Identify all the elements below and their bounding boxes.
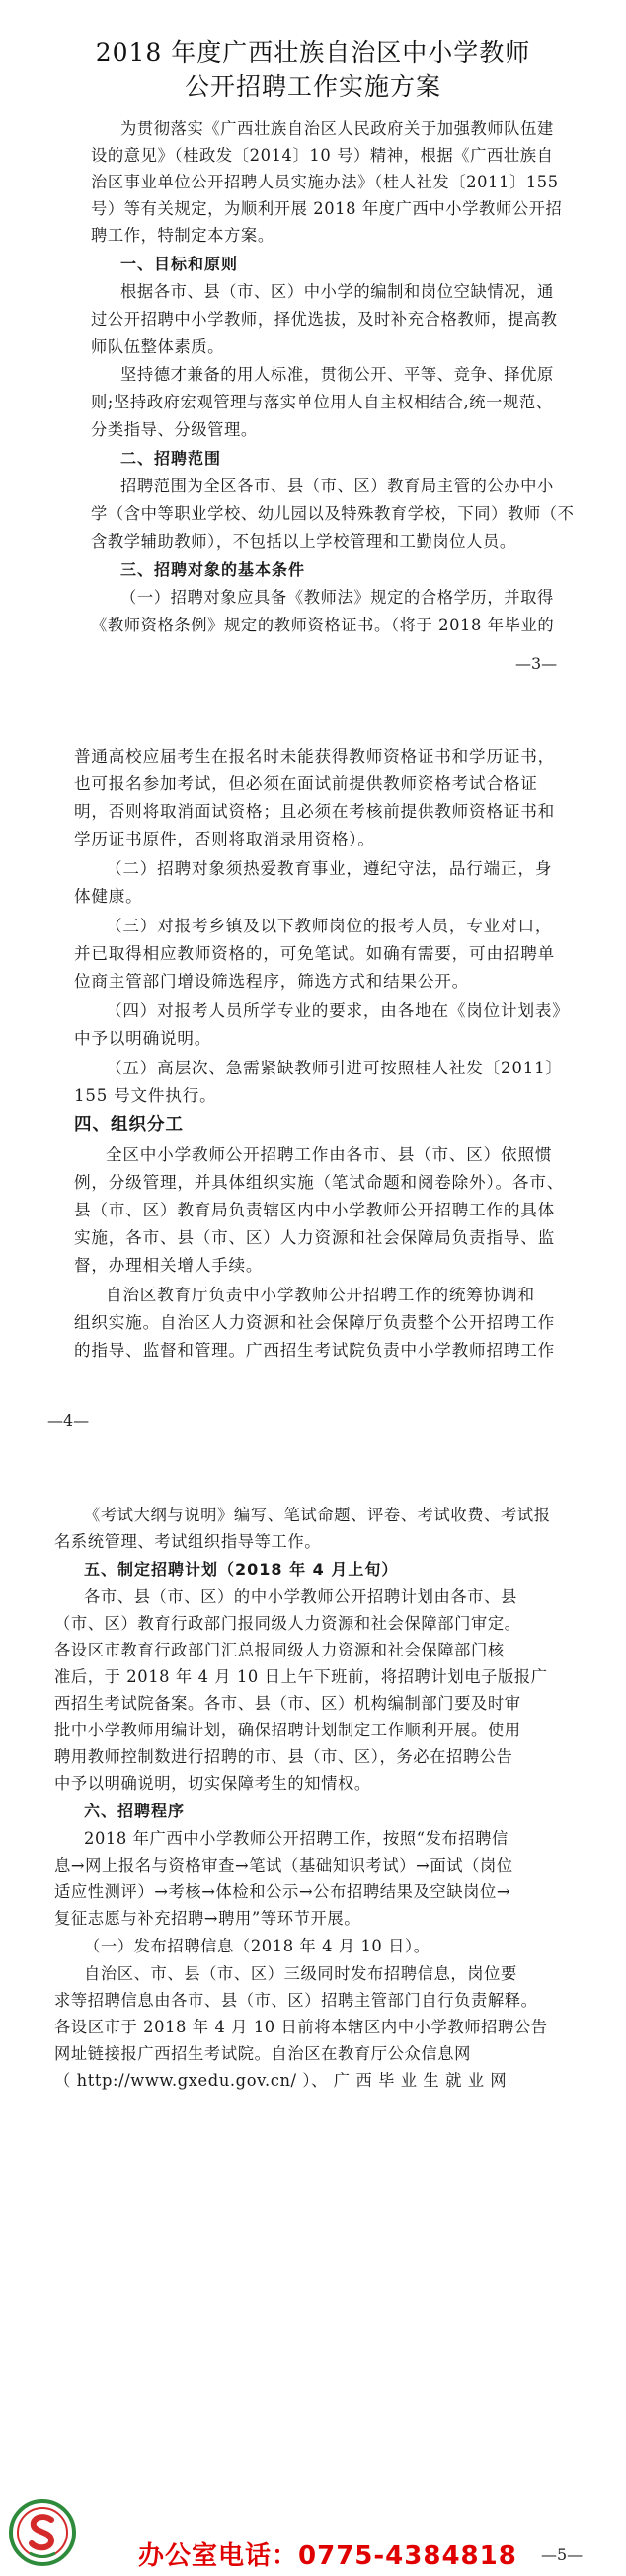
text-line: 组织实施。自治区人力资源和社会保障厅负责整个公开招聘工作: [74, 1313, 556, 1332]
text-line: 为贯彻落实《广西壮族自治区人民政府关于加强教师队伍建: [120, 119, 554, 138]
text-line: 治区事业单位公开招聘人员实施办法》（桂人社发〔2011〕155: [91, 173, 559, 191]
text-line: 例，分级管理，并具体组织实施（笔试命题和阅卷除外）。各市、: [74, 1173, 565, 1192]
text-line: 全区中小学教师公开招聘工作由各市、县（市、区）依照惯: [106, 1145, 553, 1164]
school-logo: [8, 2498, 77, 2567]
text-line: （市、区）教育行政部门报同级人力资源和社会保障部门审定。: [54, 1614, 521, 1633]
text-line: 招聘范围为全区各市、县（市、区）教育局主管的公办中小: [120, 477, 554, 495]
text-line: 学历证书原件，否则将取消录用资格）。: [74, 830, 375, 848]
text-line: 中予以明确说明。: [74, 1029, 212, 1048]
page-number: —3—: [515, 654, 558, 673]
page-number: —5—: [541, 2545, 584, 2564]
text-line: （五）高层次、急需紧缺教师引进可按照桂人社发〔2011〕: [106, 1059, 563, 1077]
text-line: 含教学辅助教师），不包括以上学校管理和工勤岗位人员。: [91, 532, 516, 551]
text-line: 体健康。: [74, 887, 143, 906]
text-line: （一）招聘对象应具备《教师法》规定的合格学历，并取得: [120, 588, 554, 607]
text-line: 也可报名参加考试，但必须在面试前提供教师资格考试合格证: [74, 774, 538, 793]
text-line: 号）等有关规定，为顺利开展 2018 年度广西中小学教师公开招: [91, 199, 563, 218]
text-line: 位商主管部门增设筛选程序，筛选方式和结果公开。: [74, 972, 470, 991]
text-line: 过公开招聘中小学教师，择优选拔，及时补充合格教师，提高教: [91, 310, 558, 329]
text-line: 师队伍整体素质。: [91, 337, 225, 356]
text-line: 息→网上报名与资格审查→笔试（基础知识考试）→面试（岗位: [54, 1856, 513, 1875]
text-line: 并已取得相应教师资格的，可免笔试。如确有需要，可由招聘单: [74, 944, 556, 963]
page-number: —4—: [47, 1411, 90, 1430]
text-line: 网址链接报广西招生考试院。自治区在教育厅公众信息网: [54, 2044, 472, 2063]
text-line: （二）招聘对象须热爱教育事业，遵纪守法，品行端正，身: [106, 859, 553, 878]
text-line: 的指导、监督和管理。广西招生考试院负责中小学教师招聘工作: [74, 1341, 556, 1360]
office-phone: [138, 2536, 517, 2572]
text-line: 西招生考试院备案。各市、县（市、区）机构编制部门要及时审: [54, 1694, 521, 1713]
text-line: 各设区市教育行政部门汇总报同级人力资源和社会保障部门核: [54, 1641, 505, 1659]
text-line: 批中小学教师用编计划，确保招聘计划制定工作顺利开展。使用: [54, 1721, 521, 1739]
text-line: 《考试大纲与说明》编写、笔试命题、评卷、考试收费、考试报: [84, 1506, 551, 1524]
text-line: 明，否则将取消面试资格；且必须在考核前提供教师资格证书和: [74, 802, 556, 821]
text-line: 各设区市于 2018 年 4 月 10 日前将本辖区内中小学教师招聘公告: [54, 2018, 548, 2036]
document-title-line1: 2018 年度广西壮族自治区中小学教师: [95, 38, 531, 67]
text-line: 根据各市、县（市、区）中小学的编制和岗位空缺情况，通: [120, 282, 554, 301]
text-line: 聘工作，特制定本方案。: [91, 226, 274, 245]
text-line: 中予以明确说明，切实保障考生的知情权。: [54, 1774, 371, 1793]
text-line: 则;坚持政府宏观管理与落实单位用人自主权相结合,统一规范、: [91, 393, 553, 411]
text-line: （一）发布招聘信息（2018 年 4 月 10 日）。: [84, 1937, 430, 1955]
document-title-line2: 公开招聘工作实施方案: [184, 72, 441, 101]
text-line: 县（市、区）教育局负责辖区内中小学教师公开招聘工作的具体: [74, 1201, 556, 1219]
text-line: 学（含中等职业学校、幼儿园以及特殊教育学校，下同）教师（不: [91, 504, 575, 523]
section-heading: 五、制定招聘计划（2018 年 4 月上旬）: [84, 1560, 399, 1579]
text-line: 设的意见》（桂政发〔2014〕10 号）精神，根据《广西壮族自: [91, 146, 554, 165]
text-line: 准后，于 2018 年 4 月 10 日上午下班前，将招聘计划电子版报广: [54, 1667, 548, 1686]
section-heading: 一、目标和原则: [120, 255, 239, 273]
text-line: （ http://www.gxedu.gov.cn/ ）、 广 西 毕 业 生 就 业 网: [54, 2071, 508, 2090]
text-line: 适应性测评）→考核→体检和公示→公布招聘结果及空缺岗位→: [54, 1882, 511, 1901]
text-line: 分类指导、分级管理。: [91, 420, 258, 439]
section-heading: 四、组织分工: [74, 1115, 184, 1135]
text-line: （三）对报考乡镇及以下教师岗位的报考人员，专业对口，: [106, 917, 553, 935]
text-line: 155 号文件执行。: [74, 1086, 217, 1105]
text-line: 复征志愿与补充招聘→聘用”等环节开展。: [54, 1909, 361, 1928]
text-line: 《教师资格条例》规定的教师资格证书。（将于 2018 年毕业的: [91, 616, 555, 634]
section-heading: 六、招聘程序: [84, 1802, 186, 1820]
section-heading: 二、招聘范围: [120, 449, 222, 468]
text-line: （四）对报考人员所学专业的要求，由各地在《岗位计划表》: [106, 1001, 570, 1020]
text-line: 自治区、市、县（市、区）三级同时发布招聘信息，岗位要: [84, 1964, 517, 1983]
section-heading: 三、招聘对象的基本条件: [120, 560, 306, 579]
text-line: 聘用教师控制数进行招聘的市、县（市、区），务必在招聘公告: [54, 1747, 513, 1766]
text-line: 名系统管理、考试组织指导等工作。: [54, 1532, 322, 1551]
text-line: 督，办理相关增人手续。: [74, 1256, 264, 1275]
text-line: 2018 年广西中小学教师公开招聘工作，按照“发布招聘信: [84, 1829, 509, 1848]
text-line: 自治区教育厅负责中小学教师公开招聘工作的统筹协调和: [106, 1286, 535, 1304]
phone-label: 办公室电话：: [138, 2541, 299, 2571]
text-line: 普通高校应届考生在报名时未能获得教师资格证书和学历证书，: [74, 747, 556, 766]
text-line: 坚持德才兼备的用人标准，贯彻公开、平等、竞争、择优原: [120, 365, 554, 384]
text-line: 实施，各市、县（市、区）人力资源和社会保障局负责指导、监: [74, 1228, 556, 1247]
text-line: 各市、县（市、区）的中小学教师公开招聘计划由各市、县: [84, 1587, 517, 1606]
text-line: 求等招聘信息由各市、县（市、区）招聘主管部门自行负责解释。: [54, 1991, 538, 2010]
phone-number: 0775-4384818: [298, 2541, 517, 2571]
